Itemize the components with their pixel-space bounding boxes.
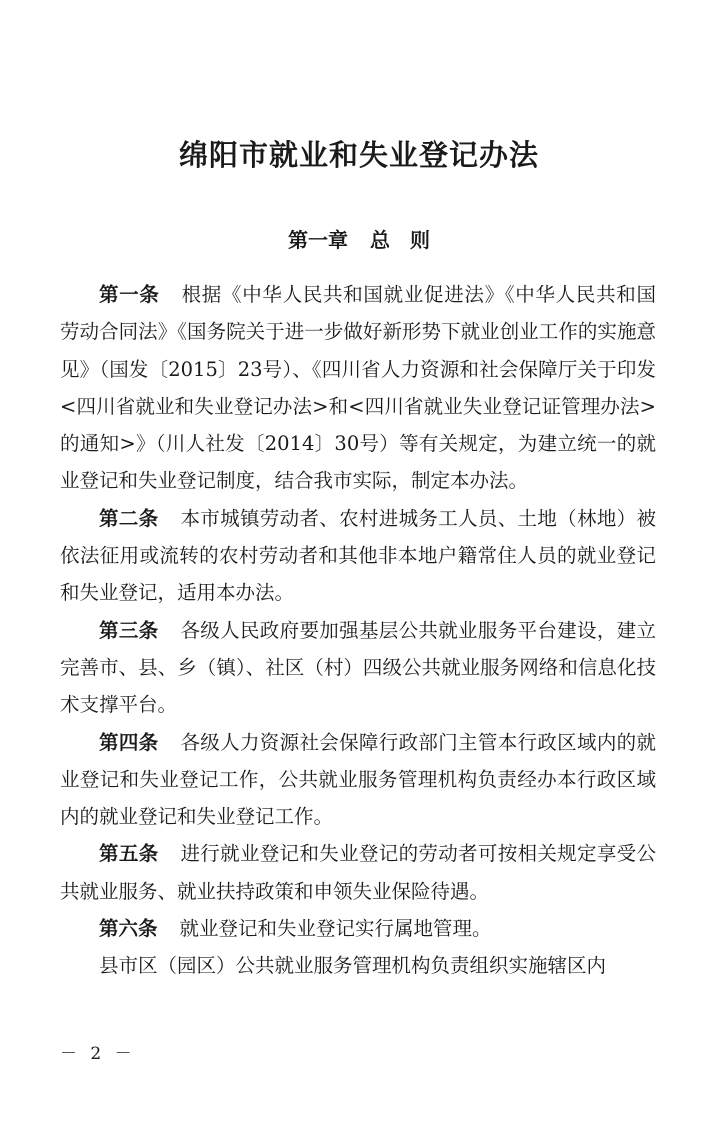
article-paragraph <box>60 910 656 947</box>
article-text: 本市城镇劳动者、农村进城务工人员、土地（林地）被依法征用或流转的农村劳动者和其他非本地户籍常住人员的就业登记和失业登记，适用本办法。 <box>60 506 656 605</box>
continuation-paragraph: 县市区（园区）公共就业服务管理机构负责组织实施辖区内 <box>99 954 607 978</box>
article-text: 进行就业登记和失业登记的劳动者可按相关规定享受公共就业服务、就业扶持政策和申领失业保险待遇。 <box>60 842 656 903</box>
article-text: 各级人力资源社会保障行政部门主管本行政区域内的就业登记和失业登记工作，公共就业服务管理机构负责经办本行政区域内的就业登记和失业登记工作。 <box>60 730 656 829</box>
article-paragraph <box>60 724 656 836</box>
chapter-heading <box>0 224 718 253</box>
article-paragraph <box>60 612 656 724</box>
article-label: 第四条 <box>99 730 159 754</box>
page-number: － 2 － <box>60 1044 136 1064</box>
article-paragraph <box>60 500 656 612</box>
article-paragraph <box>60 276 656 500</box>
article-paragraph <box>60 835 656 910</box>
article-text: 根据《中华人民共和国就业促进法》《中华人民共和国劳动合同法》《国务院关于进一步做好新形势下就业创业工作的实施意见》（国发〔2015〕23号）、《四川省人力资源和社会保障厅关于印发<四川省就业和失业登记办法>和<四川省就业失业登记证管理办法>的通知>》（川人社发〔2014〕30号）等有关规定，为建立统一的就业登记和失业登记制度，结合我市实际，制定本办法。 <box>60 283 656 493</box>
article-text: 就业登记和失业登记实行属地管理。 <box>179 917 492 941</box>
article-label: 第五条 <box>99 842 159 866</box>
chapter-number: 第一章 <box>288 228 348 252</box>
article-label: 第二条 <box>99 506 159 530</box>
article-label: 第一条 <box>99 283 160 306</box>
article-label: 第三条 <box>99 618 159 642</box>
document-title: 绵阳市就业和失业登记办法 <box>178 138 539 172</box>
document-body <box>60 276 656 985</box>
chapter-name: 总 则 <box>370 228 430 252</box>
article-label: 第六条 <box>99 917 158 941</box>
article-text: 各级人民政府要加强基层公共就业服务平台建设，建立完善市、县、乡（镇）、社区（村）四级公共就业服务网络和信息化技术支撑平台。 <box>60 618 656 717</box>
